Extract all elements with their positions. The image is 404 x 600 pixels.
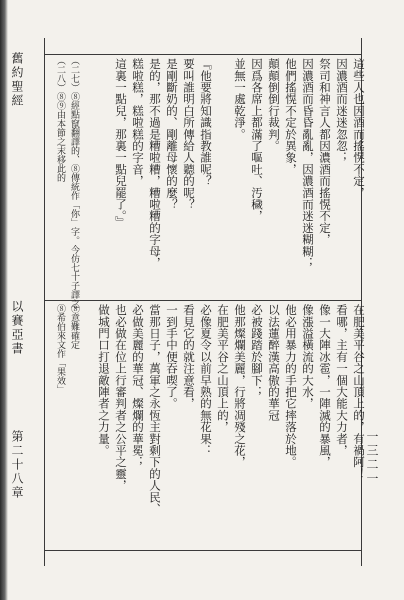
footnote-line: （二七）⑧經點竄翻譯的、⑧傳統作「你」字。今仿七十子譯之: [69, 56, 79, 308]
footer-rule: [45, 550, 361, 551]
verse-column: 顛顛倒倒行裁判。: [267, 58, 281, 152]
section-divider: [45, 300, 361, 301]
verse-column: 要叫誰明白所傳給人聽的呢？: [182, 58, 196, 211]
verse-column: 是的，那不過是糟啦糟，糟啦糟的字母，: [148, 58, 162, 269]
verse-column: 是剛斷奶的、剛離母懷的麼？: [165, 58, 179, 211]
footnote-line: ⑧意難確定: [69, 304, 79, 349]
verse-column: 也必做在位上行審判者之公平之靈，: [114, 304, 128, 492]
verse-column: 他必用暴力的手把它摔落於地。: [284, 304, 298, 468]
footnote-line: ⑧希伯來文作「果效」: [55, 304, 65, 394]
verse-column: 並無一處乾淨。: [233, 58, 247, 140]
verse-column: 這裏一點兒，那裏一點兒罷了。』: [114, 58, 128, 228]
verse-column: 『他要將知識指教誰呢？: [199, 58, 213, 187]
chapter-label: 第二十八章: [10, 430, 24, 500]
verse-column: 在肥美平谷之山頂上的，: [216, 304, 230, 433]
verse-column: 這些人也因酒而搖愰不定，: [352, 58, 366, 199]
verse-column: 因爲各席上都滿了嘔吐、汚穢，: [250, 58, 264, 222]
verse-column: 看見它的就注意看，: [182, 304, 196, 410]
verse-column: 糕啦糕，糕啦糕的字音，: [131, 58, 145, 187]
verse-column: 必做美麗的華冠、燦爛的華冕；: [131, 304, 145, 468]
verse-column: 以法蓮醉漢高傲的華冠: [267, 304, 281, 421]
binding-edge: [0, 0, 8, 600]
verse-column: 一到手中便吞喫了。: [165, 304, 179, 410]
verse-column: 當那日子，萬軍之永恆主對剩下的人民、: [148, 304, 162, 515]
verse-column: 像漲溢橫流的大水，: [301, 304, 315, 410]
page-number: 一三二一: [365, 430, 379, 486]
footnote-line: （二八）⑧⑨由本節之末移此的: [55, 56, 65, 182]
verse-column: 在肥美平谷之山頂上的，有禍阿！: [352, 304, 366, 480]
verse-column: 必被踐踏於腳下；: [250, 304, 264, 398]
verse-column: 做城門口打退敵陣者之力量。: [97, 304, 111, 457]
running-head-book: 舊約聖經: [10, 52, 24, 108]
verse-column: 必像夏令以前早熟的無花果：: [199, 304, 213, 457]
verse-column: 因濃酒而迷迷忽忽；: [335, 58, 349, 164]
verse-column: 像一大陣冰雹，一陣滅的暴風，: [318, 304, 332, 468]
verse-column: 因濃酒而昏昏亂亂，因濃酒而迷迷糊糊；: [301, 58, 315, 269]
verse-column: 祭司和神言人都因濃酒而搖愰不定，: [318, 58, 332, 246]
header-rule: [45, 54, 361, 55]
verse-column: 他那燦爛美麗，行將凋殘之花，: [233, 304, 247, 468]
running-head-title: 以賽亞書: [10, 300, 24, 356]
verse-column: 看哪，主有一個大能大力者，: [335, 304, 349, 457]
verse-column: 他們搖愰不定於異象，: [284, 58, 298, 175]
